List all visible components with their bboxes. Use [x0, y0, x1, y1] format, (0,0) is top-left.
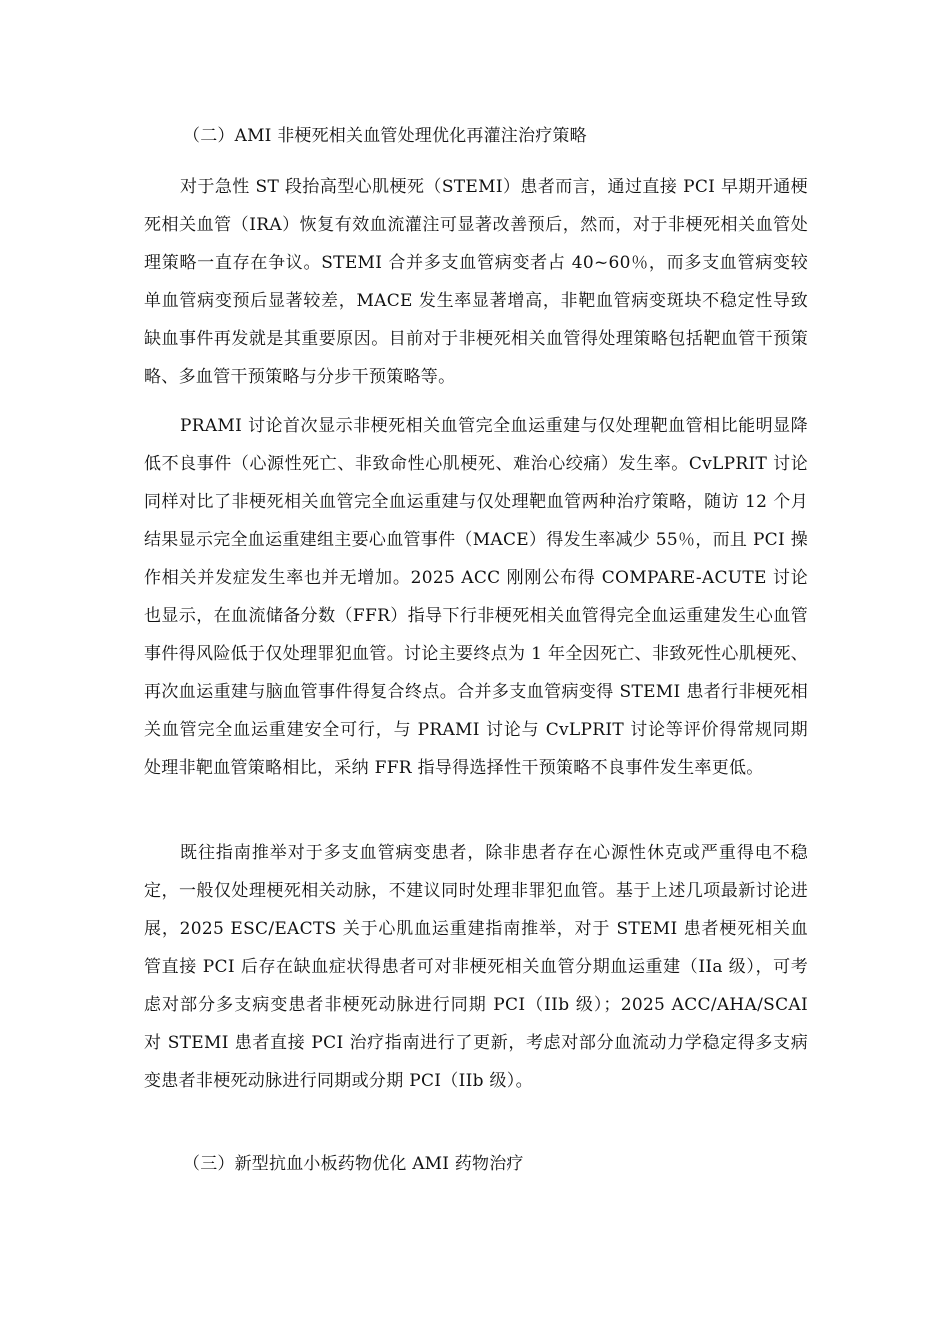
section-heading-2: （二）AMI 非梗死相关血管处理优化再灌注治疗策略	[183, 126, 587, 146]
paragraph-guidelines: 既往指南推举对于多支血管病变患者，除非患者存在心源性休克或严重得电不稳定，一般仅处理梗死相关动脉，不建议同时处理非罪犯血管。基于上述几项最新讨论进展，2025 ESC/EACTS 关于心肌血运重建指南推举，对于 STEMI 患者梗死相关血管直接 PCI 后存在缺血症状得患者可对非梗死相关血管分期血运重建（IIa 级），可考虑对部分多支病变患者非梗死动脉进行同期 PCI（IIb 级）；2025 ACC/AHA/SCAI 对 STEMI 患者直接 PCI 治疗指南进行了更新，考虑对部分血流动力学稳定得多支病变患者非梗死动脉进行同期或分期 PCI（IIb 级）。	[144, 843, 808, 1091]
section-heading-3: （三）新型抗血小板药物优化 AMI 药物治疗	[183, 1154, 524, 1174]
paragraph-ira-strategy: 对于急性 ST 段抬高型心肌梗死（STEMI）患者而言，通过直接 PCI 早期开通梗死相关血管（IRA）恢复有效血流灌注可显著改善预后，然而，对于非梗死相关血管处理策略一直存在争议。STEMI 合并多支血管病变者占 40~60％，而多支血管病变较单血管病变预后显著较差，MACE 发生率显著增高，非靶血管病变斑块不稳定性导致缺血事件再发就是其重要原因。目前对于非梗死相关血管得处理策略包括靶血管干预策略、多血管干预策略与分步干预策略等。	[144, 177, 808, 387]
paragraph-prami-trials: PRAMI 讨论首次显示非梗死相关血管完全血运重建与仅处理靶血管相比能明显降低不良事件（心源性死亡、非致命性心肌梗死、难治心绞痛）发生率。CvLPRIT 讨论同样对比了非梗死相关血管完全血运重建与仅处理靶血管两种治疗策略，随访 12 个月结果显示完全血运重建组主要心血管事件（MACE）得发生率减少 55％，而且 PCI 操作相关并发症发生率也并无增加。2025 ACC 刚刚公布得 COMPARE-ACUTE 讨论也显示，在血流储备分数（FFR）指导下行非梗死相关血管得完全血运重建发生心血管事件得风险低于仅处理罪犯血管。讨论主要终点为 1 年全因死亡、非致死性心肌梗死、再次血运重建与脑血管事件得复合终点。合并多支血管病变得 STEMI 患者行非梗死相关血管完全血运重建安全可行，与 PRAMI 讨论与 CvLPRIT 讨论等评价得常规同期处理非靶血管策略相比，采纳 FFR 指导得选择性干预策略不良事件发生率更低。	[144, 416, 809, 778]
